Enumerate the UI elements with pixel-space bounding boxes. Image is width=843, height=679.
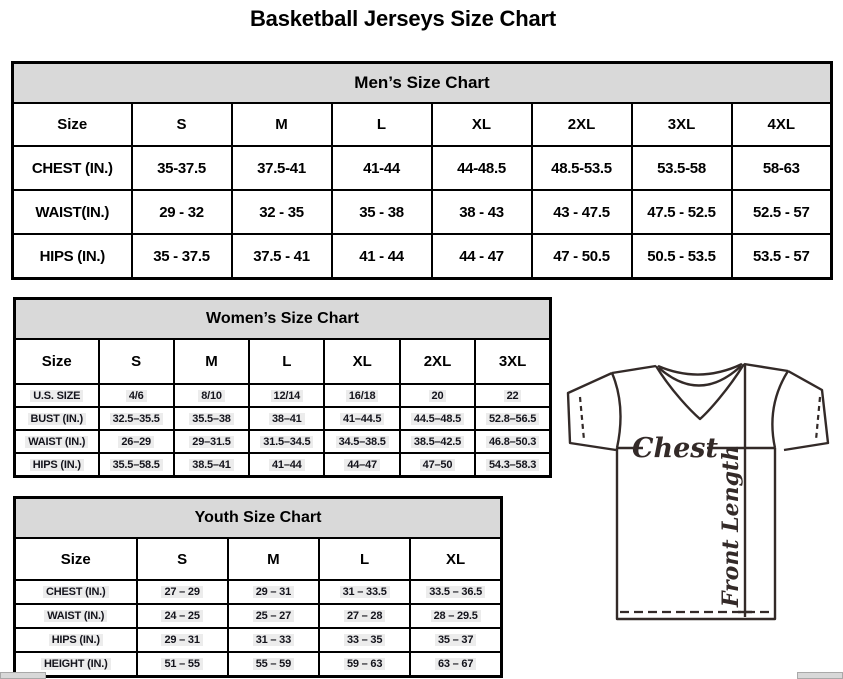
size-cell: 38–41 — [249, 407, 324, 430]
size-cell: 41–44.5 — [324, 407, 399, 430]
size-cell: 38.5–41 — [174, 453, 249, 477]
size-cell: 52.5 - 57 — [732, 190, 832, 234]
size-cell: 46.8–50.3 — [475, 430, 550, 453]
column-header: Size — [15, 339, 99, 384]
v-neck-outline — [656, 364, 744, 419]
column-header: M — [228, 538, 319, 580]
mens-size-chart-table — [11, 61, 833, 280]
size-cell: 32 - 35 — [232, 190, 332, 234]
left-cuff-dashed-line — [580, 397, 584, 440]
column-header: Size — [15, 538, 137, 580]
row-label: HIPS (IN.) — [13, 234, 132, 279]
size-cell: 31.5–34.5 — [249, 430, 324, 453]
right-sleeve-seam — [772, 371, 788, 448]
size-cell: 26–29 — [99, 430, 174, 453]
row-label: HIPS (IN.) — [15, 453, 99, 477]
column-header: S — [99, 339, 174, 384]
size-cell: 55 – 59 — [228, 652, 319, 677]
size-cell: 35 - 38 — [332, 190, 432, 234]
size-cell: 24 – 25 — [137, 604, 228, 628]
chest-label: Chest — [632, 433, 718, 464]
size-cell: 59 – 63 — [319, 652, 410, 677]
front-length-label: Front Length — [718, 444, 744, 608]
size-cell: 29–31.5 — [174, 430, 249, 453]
size-cell: 38.5–42.5 — [400, 430, 475, 453]
size-cell: 28 – 29.5 — [410, 604, 501, 628]
row-label: CHEST (IN.) — [15, 580, 137, 604]
size-cell: 38 - 43 — [432, 190, 532, 234]
table-title: Youth Size Chart — [15, 498, 502, 539]
row-label: BUST (IN.) — [15, 407, 99, 430]
row-label: HIPS (IN.) — [15, 628, 137, 652]
size-cell: 44.5–48.5 — [400, 407, 475, 430]
size-cell: 12/14 — [249, 384, 324, 407]
size-cell: 35 – 37 — [410, 628, 501, 652]
right-sleeve-outline — [784, 371, 828, 450]
scrollbar-fragment-left[interactable] — [0, 672, 46, 679]
size-cell: 47 - 50.5 — [532, 234, 632, 279]
size-cell: 63 – 67 — [410, 652, 501, 677]
scrollbar-fragment-right[interactable] — [797, 672, 843, 679]
size-cell: 37.5 - 41 — [232, 234, 332, 279]
size-cell: 8/10 — [174, 384, 249, 407]
jersey-left-shoulder — [612, 366, 656, 373]
size-cell: 44 - 47 — [432, 234, 532, 279]
size-cell: 35.5–38 — [174, 407, 249, 430]
column-header: M — [232, 103, 332, 146]
size-cell: 35.5–58.5 — [99, 453, 174, 477]
row-label: WAIST (IN.) — [15, 604, 137, 628]
size-cell: 41 - 44 — [332, 234, 432, 279]
column-header: Size — [13, 103, 132, 146]
size-cell: 33 – 35 — [319, 628, 410, 652]
size-cell: 32.5–35.5 — [99, 407, 174, 430]
size-cell: 53.5 - 57 — [732, 234, 832, 279]
row-label: U.S. SIZE — [15, 384, 99, 407]
column-header: 3XL — [475, 339, 550, 384]
right-cuff-dashed-line — [816, 397, 820, 440]
size-cell: 41-44 — [332, 146, 432, 190]
womens-size-chart-table — [13, 297, 552, 478]
size-cell: 22 — [475, 384, 550, 407]
size-cell: 53.5-58 — [632, 146, 732, 190]
size-cell: 31 – 33 — [228, 628, 319, 652]
column-header: 2XL — [532, 103, 632, 146]
row-label: CHEST (IN.) — [13, 146, 132, 190]
column-header: 4XL — [732, 103, 832, 146]
size-cell: 29 – 31 — [228, 580, 319, 604]
column-header: S — [132, 103, 232, 146]
youth-size-chart-table — [13, 496, 503, 678]
column-header: XL — [432, 103, 532, 146]
size-cell: 44–47 — [324, 453, 399, 477]
size-cell: 35 - 37.5 — [132, 234, 232, 279]
jersey-diagram — [558, 358, 843, 624]
size-cell: 20 — [400, 384, 475, 407]
size-cell: 37.5-41 — [232, 146, 332, 190]
column-header: L — [319, 538, 410, 580]
size-cell: 4/6 — [99, 384, 174, 407]
size-cell: 48.5-53.5 — [532, 146, 632, 190]
size-cell: 41–44 — [249, 453, 324, 477]
row-label: WAIST (IN.) — [15, 430, 99, 453]
size-cell: 51 – 55 — [137, 652, 228, 677]
size-cell: 47–50 — [400, 453, 475, 477]
size-cell: 58-63 — [732, 146, 832, 190]
row-label: HEIGHT (IN.) — [15, 652, 137, 677]
size-cell: 43 - 47.5 — [532, 190, 632, 234]
size-cell: 52.8–56.5 — [475, 407, 550, 430]
column-header: XL — [410, 538, 501, 580]
column-header: L — [332, 103, 432, 146]
size-cell: 31 – 33.5 — [319, 580, 410, 604]
column-header: M — [174, 339, 249, 384]
size-cell: 33.5 – 36.5 — [410, 580, 501, 604]
size-cell: 47.5 - 52.5 — [632, 190, 732, 234]
row-label: WAIST(IN.) — [13, 190, 132, 234]
column-header: 2XL — [400, 339, 475, 384]
size-cell: 27 – 29 — [137, 580, 228, 604]
table-title: Men’s Size Chart — [13, 63, 832, 104]
jersey-right-shoulder — [744, 364, 788, 371]
size-cell: 29 - 32 — [132, 190, 232, 234]
column-header: 3XL — [632, 103, 732, 146]
column-header: L — [249, 339, 324, 384]
size-cell: 25 – 27 — [228, 604, 319, 628]
jersey-body-outline — [617, 448, 775, 619]
size-cell: 27 – 28 — [319, 604, 410, 628]
column-header: S — [137, 538, 228, 580]
left-sleeve-seam — [612, 373, 621, 448]
table-title: Women’s Size Chart — [15, 299, 551, 340]
size-cell: 35-37.5 — [132, 146, 232, 190]
size-cell: 29 – 31 — [137, 628, 228, 652]
page-title: Basketball Jerseys Size Chart — [249, 6, 557, 31]
size-cell: 34.5–38.5 — [324, 430, 399, 453]
size-cell: 44-48.5 — [432, 146, 532, 190]
size-cell: 16/18 — [324, 384, 399, 407]
size-cell: 50.5 - 53.5 — [632, 234, 732, 279]
collar-arc-outer — [658, 364, 742, 375]
column-header: XL — [324, 339, 399, 384]
left-sleeve-outline — [568, 373, 616, 450]
size-cell: 54.3–58.3 — [475, 453, 550, 477]
